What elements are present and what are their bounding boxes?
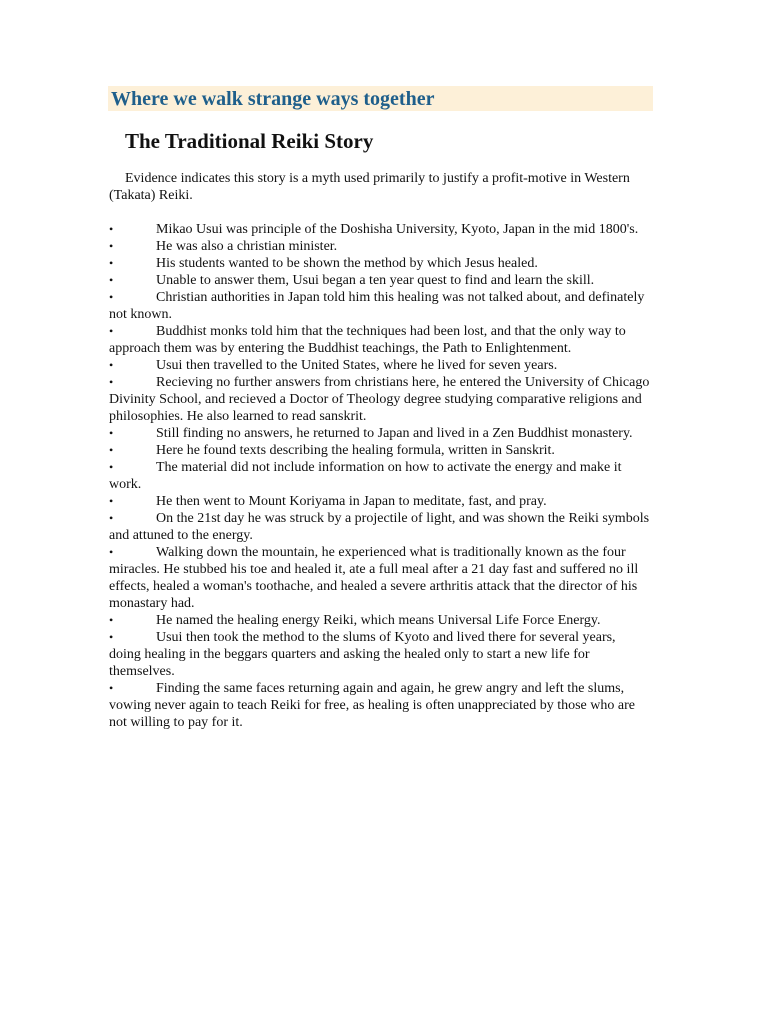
article-body [109, 170, 650, 731]
bullet-icon: • [109, 222, 114, 236]
site-banner [108, 86, 653, 111]
list-item-text: Still finding no answers, he returned to Japan and lived in a Zen Buddhist monastery. [156, 426, 633, 441]
bullet-icon: • [109, 681, 114, 695]
list-item-text: Buddhist monks told him that the techniques had been lost, and that the only way to approach them was by entering the Buddhist teachings, the Path to Enlightenment. [109, 324, 626, 356]
bullet-icon: • [109, 375, 114, 389]
bullet-icon: • [109, 426, 114, 440]
list-item-text: Recieving no further answers from christians here, he entered the University of Chicago Divinity School, and recieved a Doctor of Theology degree studying comparative religions and philosophies. He also learned to read sanskrit. [109, 375, 650, 424]
bullet-icon: • [109, 630, 114, 644]
list-item-text: He then went to Mount Koriyama in Japan to meditate, fast, and pray. [156, 494, 547, 509]
list-item-text: On the 21st day he was struck by a projectile of light, and was shown the Reiki symbols and attuned to the energy. [109, 511, 650, 543]
bullet-icon: • [109, 256, 114, 270]
site-title: Where we walk strange ways together [111, 88, 435, 110]
list-item-text: Usui then took the method to the slums of Kyoto and lived there for several years, doing healing in the beggars quarters and asking the healed only to start a new life for themselves. [109, 630, 616, 679]
list-item-text: Mikao Usui was principle of the Doshisha University, Kyoto, Japan in the mid 1800's. [156, 222, 639, 237]
list-item [109, 272, 650, 289]
list-item-text: He named the healing energy Reiki, which means Universal Life Force Energy. [156, 613, 601, 628]
bullet-icon: • [109, 460, 114, 474]
list-item [109, 612, 650, 629]
list-item-text: Unable to answer them, Usui began a ten year quest to find and learn the skill. [156, 273, 595, 288]
bullet-icon: • [109, 443, 114, 457]
list-item [109, 425, 650, 442]
page-title: The Traditional Reiki Story [125, 129, 374, 153]
list-item-text: Here he found texts describing the healing formula, written in Sanskrit. [156, 443, 555, 458]
list-item-text: Finding the same faces returning again and again, he grew angry and left the slums, vowing never again to teach Reiki for free, as healing is often unappreciated by those who are not willing to pay for it. [109, 681, 635, 730]
list-item [109, 493, 650, 510]
bullet-icon: • [109, 494, 114, 508]
bullet-icon: • [109, 613, 114, 627]
list-item-text: Usui then travelled to the United States, where he lived for seven years. [156, 358, 558, 373]
list-item-text: The material did not include information on how to activate the energy and make it work. [109, 460, 622, 492]
list-item [109, 289, 650, 323]
list-item-text: His students wanted to be shown the method by which Jesus healed. [156, 256, 538, 271]
bullet-icon: • [109, 239, 114, 253]
list-item [109, 238, 650, 255]
list-item [109, 629, 650, 680]
intro-paragraph: Evidence indicates this story is a myth used primarily to justify a profit-motive in Western (Takata) Reiki. [109, 171, 630, 203]
bullet-icon: • [109, 511, 114, 525]
list-item-text: He was also a christian minister. [156, 239, 338, 254]
list-item [109, 255, 650, 272]
list-item [109, 510, 650, 544]
list-item-text: Walking down the mountain, he experienced what is traditionally known as the four miracles. He stubbed his toe and healed it, ate a full meal after a 21 day fast and suffered no ill effects, healed a woman's toothache, and healed a severe arthritis attack that the director of his monastary had. [109, 545, 639, 611]
list-item [109, 323, 650, 357]
bullet-icon: • [109, 358, 114, 372]
list-item [109, 221, 650, 238]
list-item [109, 374, 650, 425]
bullet-icon: • [109, 545, 114, 559]
list-item [109, 459, 650, 493]
list-item [109, 442, 650, 459]
bullet-icon: • [109, 324, 114, 338]
bullet-icon: • [109, 290, 114, 304]
bullet-list [109, 221, 650, 731]
list-item [109, 544, 650, 612]
list-item [109, 680, 650, 731]
bullet-icon: • [109, 273, 114, 287]
list-item-text: Christian authorities in Japan told him this healing was not talked about, and definately not known. [109, 290, 645, 322]
list-item [109, 357, 650, 374]
